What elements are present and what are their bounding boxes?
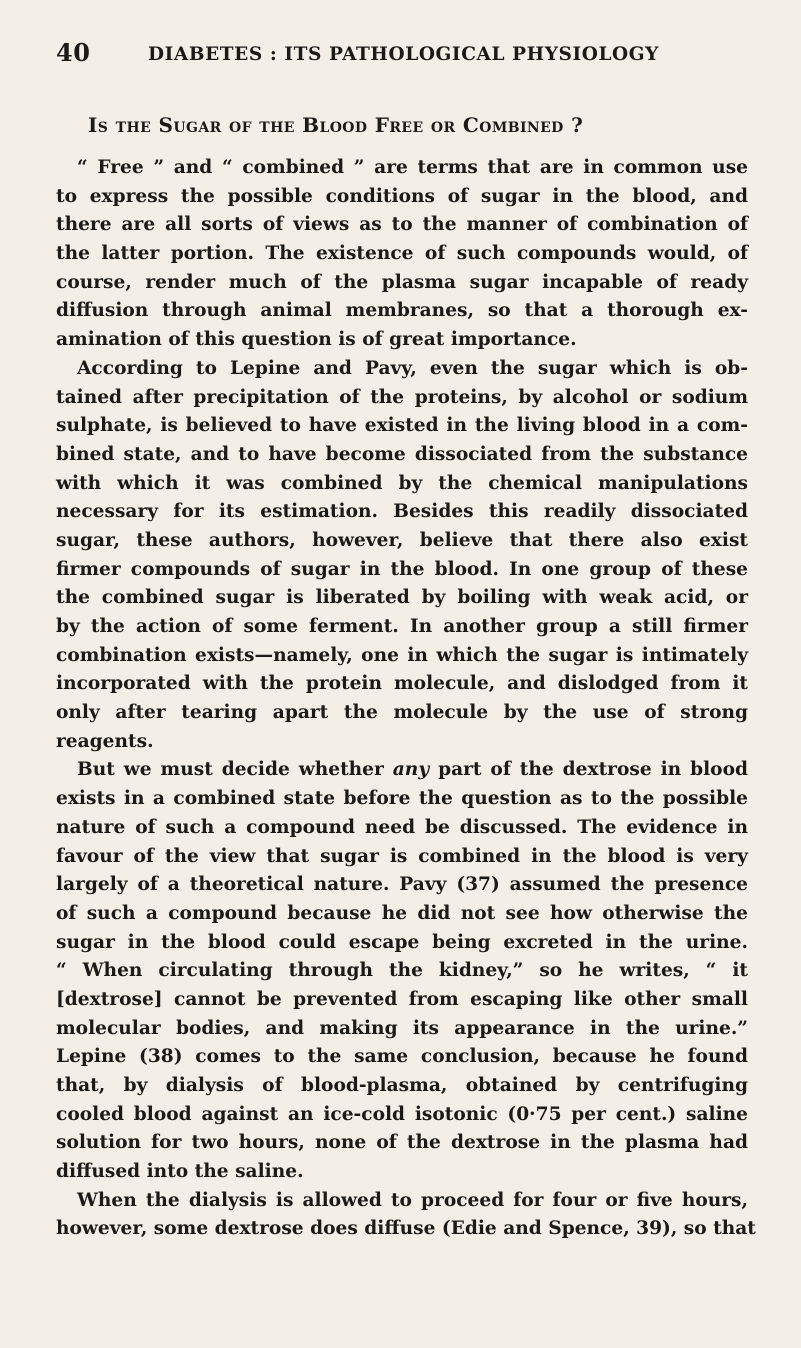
text-segment: But we must decide whether [77, 759, 393, 781]
text-line: [dextrose] cannot be prevented from escaping like other small [56, 988, 748, 1010]
text-line: solution for two hours, none of the dextrose in the plasma had [56, 1132, 748, 1154]
text-line: incorporated with the protein molecule, and dislodged from it [56, 673, 748, 695]
section-title [88, 113, 583, 137]
text-line: of such a compound because he did not see how otherwise the [56, 902, 748, 924]
text-line: Lepine (38) comes to the same conclusion, because he found [56, 1046, 748, 1068]
text-line: molecular bodies, and making its appearance in the urine.” [56, 1017, 748, 1039]
running-head: DIABETES : ITS PATHOLOGICAL PHYSIOLOGY [148, 44, 659, 65]
text-line: there are all sorts of views as to the manner of combination of [56, 214, 748, 236]
text-line: by the action of some ferment. In another group a still firmer [56, 616, 748, 637]
text-line: exists in a combined state before the question as to the possible [56, 788, 748, 810]
page-number: 40 [56, 38, 91, 67]
emphasis-word: any [392, 759, 430, 781]
text-line: When the dialysis is allowed to proceed for four or five hours, [77, 1189, 748, 1211]
text-line: diffused into the saline. [56, 1161, 304, 1183]
text-line: diffusion through animal membranes, so that a thorough ex- [56, 300, 748, 322]
text-line: cooled blood against an ice-cold isotonic (0·75 per cent.) saline [56, 1103, 748, 1125]
text-line: largely of a theoretical nature. Pavy (37) assumed the presence [56, 874, 748, 896]
text-line: combination exists—namely, one in which the sugar is intimately [56, 644, 748, 666]
text-line: that, by dialysis of blood-plasma, obtained by centrifuging [56, 1075, 748, 1096]
text-line: firmer compounds of sugar in the blood. In one group of these [56, 558, 748, 580]
text-line: tained after precipitation of the proteins, by alcohol or sodium [56, 386, 748, 408]
text-line: course, render much of the plasma sugar incapable of ready [56, 271, 748, 293]
body-text [56, 154, 756, 1244]
text-line: with which it was combined by the chemical manipulations [56, 472, 748, 494]
text-line: to express the possible conditions of sugar in the blood, and [56, 185, 748, 207]
text-line: “ Free ” and “ combined ” are terms that are in common use [77, 157, 748, 178]
text-line: sugar, these authors, however, believe that there also exist [56, 529, 748, 551]
text-line: reagents. [56, 730, 154, 752]
text-line: the combined sugar is liberated by boiling with weak acid, or [56, 587, 748, 609]
text-line: bined state, and to have become dissociated from the substance [56, 443, 748, 465]
text-line: amination of this question is of great importance. [56, 329, 577, 351]
text-line: only after tearing apart the molecule by the use of strong [56, 702, 748, 724]
text-line: however, some dextrose does diffuse (Edie and Spence, 39), so that [56, 1218, 756, 1240]
text-line: the latter portion. The existence of such compounds would, of [56, 243, 748, 265]
text-line: “ When circulating through the kidney,” so he writes, “ it [56, 960, 748, 982]
text-segment: part of the dextrose in blood [429, 759, 748, 781]
text-line-with-emphasis [56, 756, 748, 785]
section-title-text: Is the Sugar of the Blood Free or Combined ? [88, 113, 584, 137]
text-line: favour of the view that sugar is combined in the blood is very [56, 845, 748, 867]
text-line: According to Lepine and Pavy, even the sugar which is ob- [77, 357, 748, 379]
text-line: nature of such a compound need be discussed. The evidence in [56, 816, 748, 838]
text-line: sulphate, is believed to have existed in the living blood in a com- [56, 415, 748, 437]
text-line: necessary for its estimation. Besides this readily dissociated [56, 501, 748, 523]
text-line: sugar in the blood could escape being excreted in the urine. [56, 931, 748, 953]
